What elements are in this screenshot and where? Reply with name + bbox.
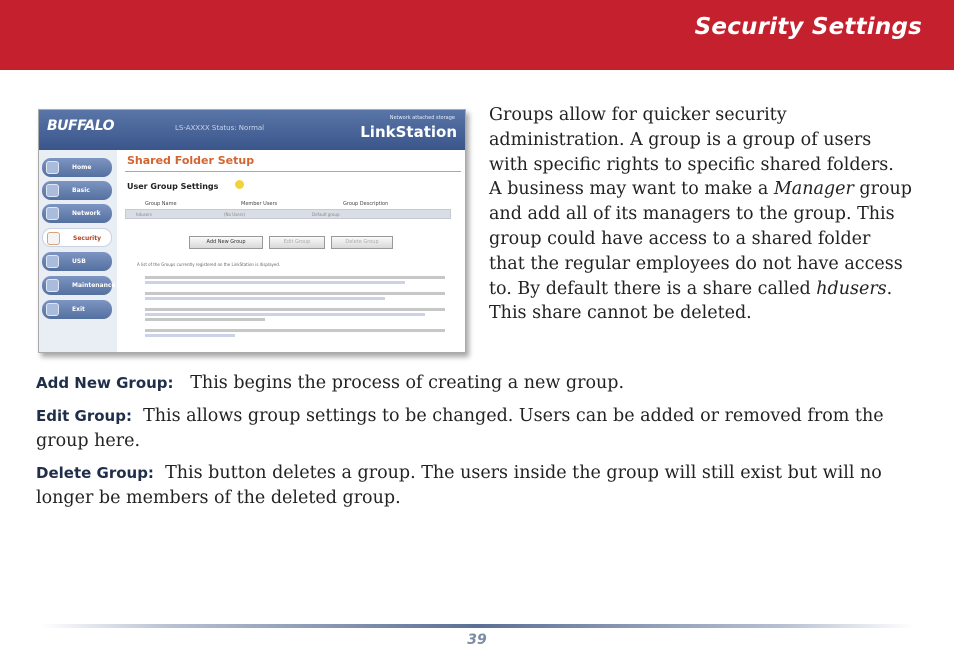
screenshot-topbar [39, 110, 465, 150]
intro-line: administration. A group is a group of users [489, 129, 872, 150]
intro-line: A business may want to make a Manager group [489, 179, 912, 200]
linkstation-logo: LinkStation [360, 123, 457, 141]
intro-line: group could have access to a shared folder [489, 228, 871, 249]
col-group-name: Group Name [145, 201, 177, 207]
definition-text: This button deletes a group. The users inside the group will still exist but will no longer be members of the deleted group. [36, 463, 882, 508]
help-bullet [145, 281, 405, 284]
group-list-note: A list of the Groups currently registered on the LinkStation is displayed. [137, 262, 281, 267]
add-new-group-button: Add New Group [189, 236, 263, 249]
user-group-settings-title: User Group Settings [127, 182, 219, 191]
col-member-users: Member Users [241, 201, 278, 207]
page-number: 39 [467, 632, 487, 648]
footer-divider [40, 624, 914, 628]
definition-term: Delete Group: [36, 464, 154, 482]
cell-group-description: Default group [312, 212, 340, 217]
help-bullet [145, 292, 445, 295]
nav-item-usb: USB [42, 252, 112, 271]
help-bullet [145, 318, 265, 321]
help-bullet [145, 308, 445, 311]
help-bullet [145, 334, 235, 337]
intro-line: with specific rights to specific shared folders. [489, 154, 894, 175]
cell-member-users: (No Users) [224, 212, 246, 217]
basic-icon [46, 184, 59, 197]
intro-paragraph [489, 103, 929, 326]
intro-line: that the regular employees do not have access [489, 253, 903, 274]
definition-edit-group [36, 404, 916, 454]
help-bullet [145, 276, 445, 279]
page-header [0, 0, 954, 70]
definition-text: This begins the process of creating a new group. [190, 373, 625, 393]
section-divider [125, 171, 461, 172]
definition-add-new-group [36, 371, 916, 396]
col-group-description: Group Description [343, 201, 389, 207]
nav-item-maintenance: Maintenance [42, 276, 112, 295]
exit-icon [46, 303, 59, 316]
definition-term: Add New Group: [36, 374, 174, 392]
screenshot-status: LS-AXXXX Status: Normal [175, 124, 265, 132]
screenshot-nav [39, 150, 117, 353]
intro-line: Groups allow for quicker security [489, 105, 787, 125]
network-icon [46, 207, 59, 220]
shared-folder-setup-title: Shared Folder Setup [127, 154, 255, 167]
delete-group-button: Delete Group [331, 236, 393, 249]
intro-line: to. By default there is a share called hdusers. [489, 278, 893, 299]
table-row [125, 209, 451, 219]
help-bullet [145, 313, 425, 316]
nav-item-network: Network [42, 204, 112, 223]
intro-line: and add all of its managers to the group. This [489, 204, 895, 225]
edit-group-button: Edit Group [269, 236, 325, 249]
buffalo-logo: BUFFALO [47, 118, 115, 134]
definition-delete-group [36, 461, 916, 511]
cell-group-name: hdusers [136, 212, 152, 217]
definition-term: Edit Group: [36, 407, 132, 425]
nav-item-basic: Basic [42, 181, 112, 200]
nav-item-exit: Exit [42, 300, 112, 319]
definition-text: This allows group settings to be changed. Users can be added or removed from the group here. [36, 406, 884, 451]
linkstation-tagline: Network attached storage [389, 115, 455, 121]
usb-icon [46, 255, 59, 268]
maintenance-icon [46, 279, 59, 292]
home-icon [46, 161, 59, 174]
intro-line: This share cannot be deleted. [489, 303, 752, 324]
linkstation-screenshot [38, 109, 466, 353]
nav-item-security: Security [42, 228, 112, 247]
help-bullet [145, 297, 385, 300]
security-icon [47, 232, 60, 245]
page-title: Security Settings [694, 14, 922, 40]
hdusers-emphasis: hdusers [816, 278, 887, 299]
nav-item-home: Home [42, 158, 112, 177]
manager-emphasis: Manager [773, 179, 854, 200]
help-bullet [145, 329, 445, 332]
lightbulb-icon [235, 180, 244, 189]
